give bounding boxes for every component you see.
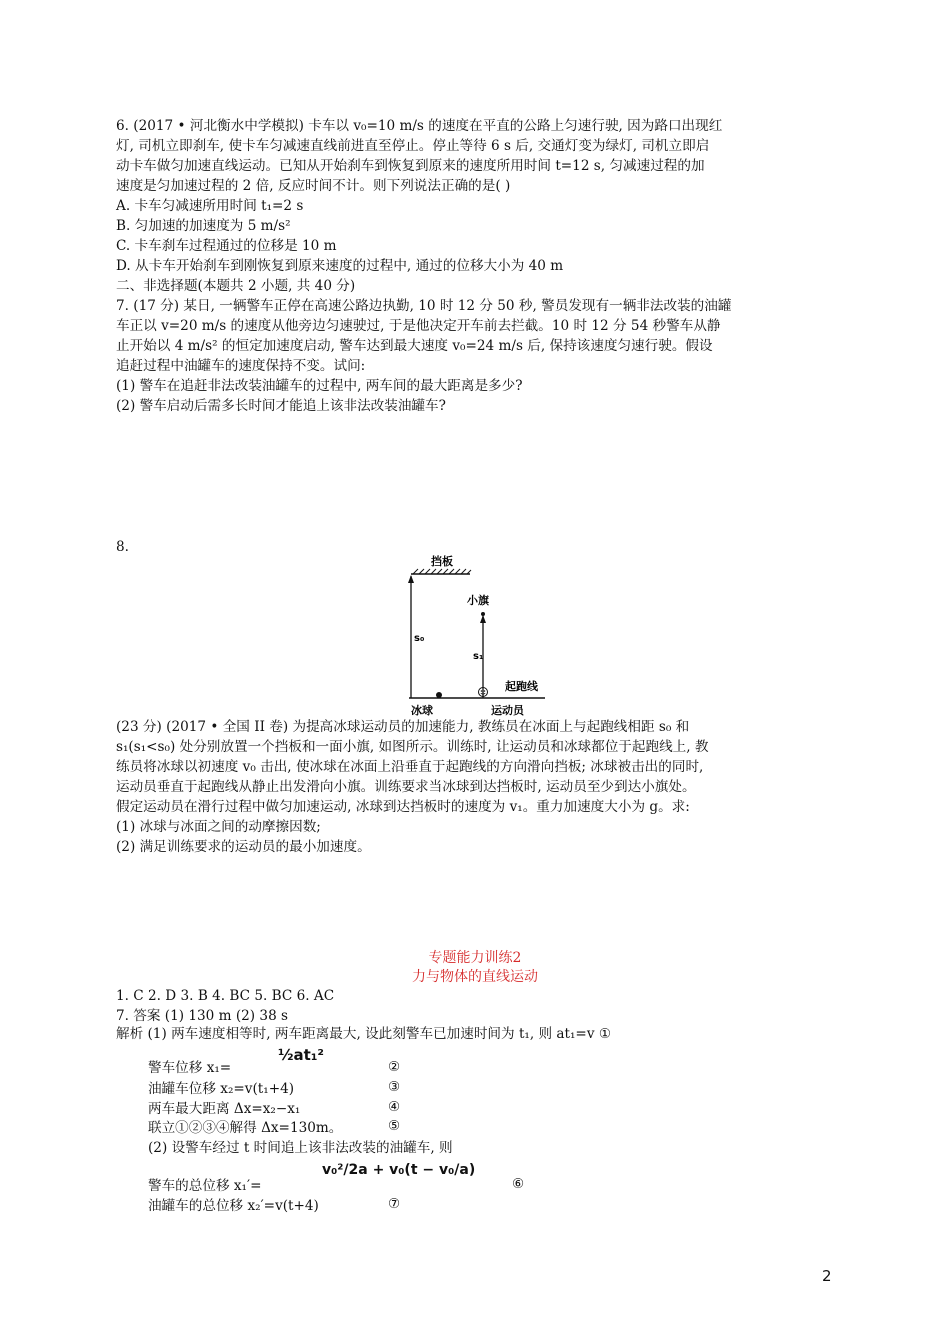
row6-formula: v₀²/2a + v₀(t − v₀/a) (322, 1162, 476, 1178)
start-line-label: 起跑线 (505, 680, 538, 693)
row7-text: 油罐车的总位移 x₂′=v(t+4) (148, 1198, 319, 1214)
row2-number: ② (388, 1059, 401, 1075)
answers-mc: 1. C 2. D 3. B 4. BC 5. BC 6. AC (116, 988, 335, 1004)
q8-number: 8. (116, 539, 129, 555)
flag-label: 小旗 (467, 594, 489, 607)
q6-line-4: 速度是匀加速过程的 2 倍, 反应时间不计。则下列说法正确的是( ) (116, 178, 511, 194)
q8-sub-1: (1) 冰球与冰面之间的动摩擦因数; (116, 819, 321, 835)
q8-line-4: 运动员垂直于起跑线从静止出发滑向小旗。训练要求当冰球到达挡板时, 运动员至少到达小旗处。 (116, 779, 696, 795)
answer-subtitle: 力与物体的直线运动 (412, 969, 538, 985)
q7-line-2: 车正以 v=20 m/s 的速度从他旁边匀速驶过, 于是他决定开车前去拦截。10 时 12 分 54 秒警车从静 (116, 318, 721, 334)
q7-line-1: 7. (17 分) 某日, 一辆警车正停在高速公路边执勤, 10 时 12 分 50 秒, 警员发现有一辆非法改装的油罐 (116, 298, 732, 314)
athlete-label: 运动员 (491, 704, 524, 717)
analysis-line: 解析 (1) 两车速度相等时, 两车距离最大, 设此刻警车已加速时间为 t₁, 则 at₁=v ① (116, 1026, 612, 1042)
row2-formula: ½at₁² (278, 1046, 324, 1064)
q7-sub-2: (2) 警车启动后需多长时间才能追上该非法改装油罐车? (116, 398, 446, 414)
row2-label: 警车位移 x₁= (148, 1060, 232, 1076)
row3-text: 油罐车位移 x₂=v(t₁+4) (148, 1081, 295, 1097)
answer-title: 专题能力训练2 (428, 950, 522, 966)
s0-label: s₀ (414, 633, 425, 644)
puck-dot (436, 692, 442, 698)
ice-hockey-diagram (395, 552, 565, 722)
q7-sub-1: (1) 警车在追赶非法改装油罐车的过程中, 两车间的最大距离是多少? (116, 378, 523, 394)
q8-line-2: s₁(s₁<s₀) 处分别放置一个挡板和一面小旗, 如图所示。训练时, 让运动员和冰球都位于起跑线上, 教 (116, 739, 709, 755)
row7-number: ⑦ (388, 1196, 401, 1212)
page-number: 2 (822, 1267, 832, 1285)
section-heading: 二、非选择题(本题共 2 小题, 共 40 分) (116, 278, 356, 294)
q7-line-4: 追赶过程中油罐车的速度保持不变。试问: (116, 358, 366, 374)
row3-number: ③ (388, 1079, 401, 1095)
row4-number: ④ (388, 1099, 401, 1115)
q6-option-d: D. 从卡车开始刹车到刚恢复到原来速度的过程中, 通过的位移大小为 40 m (116, 258, 564, 274)
row6-number: ⑥ (512, 1176, 525, 1192)
puck-label: 冰球 (411, 704, 433, 717)
row6-label: 警车的总位移 x₁′= (148, 1178, 262, 1194)
row4-text: 两车最大距离 Δx=x₂−x₁ (148, 1101, 301, 1117)
baffle-label: 挡板 (431, 555, 453, 568)
q8-sub-2: (2) 满足训练要求的运动员的最小加速度。 (116, 839, 371, 855)
s0-arrow-head (408, 575, 414, 583)
q8-line-3: 练员将冰球以初速度 v₀ 击出, 使冰球在冰面上沿垂直于起跑线的方向滑向挡板; 冰球被击出的同时, (116, 759, 704, 775)
s1-arrow-head (480, 615, 486, 623)
q6-line-1: 6. (2017 • 河北衡水中学模拟) 卡车以 v₀=10 m/s 的速度在平直的公路上匀速行驶, 因为路口出现红 (116, 118, 723, 134)
s1-label: s₁ (473, 651, 484, 662)
q6-option-b: B. 匀加速的加速度为 5 m/s² (116, 218, 291, 234)
answer-7: 7. 答案 (1) 130 m (2) 38 s (116, 1008, 289, 1024)
q6-line-3: 动卡车做匀加速直线运动。已知从开始刹车到恢复到原来的速度所用时间 t=12 s, 匀减速过程的加 (116, 158, 705, 174)
q6-line-2: 灯, 司机立即刹车, 使卡车匀减速直线前进直至停止。停止等待 6 s 后, 交通灯变为绿灯, 司机立即启 (116, 138, 710, 154)
row5-text: 联立①②③④解得 Δx=130m。 (148, 1120, 343, 1136)
q6-option-c: C. 卡车刹车过程通过的位移是 10 m (116, 238, 337, 254)
q7-line-3: 止开始以 4 m/s² 的恒定加速度启动, 警车达到最大速度 v₀=24 m/s 后, 保持该速度匀速行驶。假设 (116, 338, 713, 354)
part2-line: (2) 设警车经过 t 时间追上该非法改装的油罐车, 则 (148, 1140, 453, 1156)
q8-line-5: 假定运动员在滑行过程中做匀加速运动, 冰球到达挡板时的速度为 v₁。重力加速度大小为 g。求: (116, 799, 690, 815)
q6-option-a: A. 卡车匀减速所用时间 t₁=2 s (116, 198, 304, 214)
q8-line-1: (23 分) (2017 • 全国 II 卷) 为提高冰球运动员的加速能力, 教练员在冰面上与起跑线相距 s₀ 和 (116, 719, 690, 735)
row5-number: ⑤ (388, 1118, 401, 1134)
